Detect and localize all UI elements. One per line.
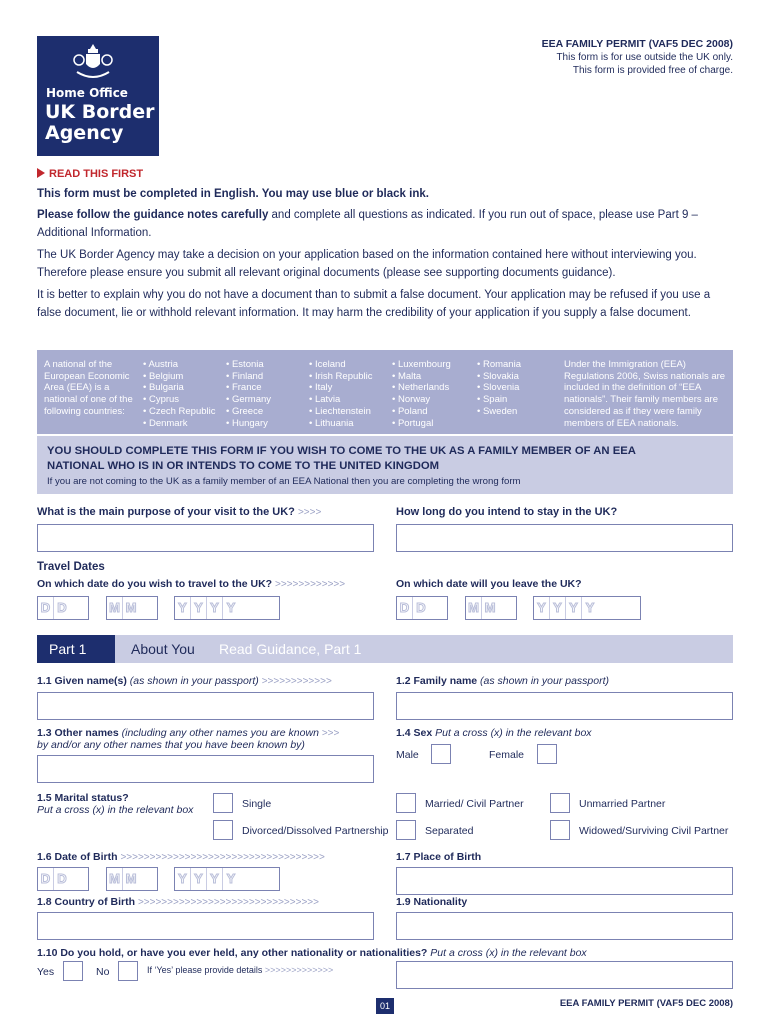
marital-separated-label: Separated xyxy=(425,825,474,837)
marital-single-label: Single xyxy=(242,798,272,810)
arrive-date-label: On which date do you wish to travel to the UK? >>>>>>>>>>>> xyxy=(37,578,346,590)
marital-unmarried-label: Unmarried Partner xyxy=(579,798,666,810)
intro-paragraph-2: Please follow the guidance notes carefully and complete all questions as indicated. If you run out of space, please use Part 9 – Additional Information. xyxy=(37,209,698,239)
banner-line-1: YOU SHOULD COMPLETE THIS FORM IF YOU WISH TO COME TO THE UK AS A FAMILY MEMBER OF AN EEA xyxy=(47,445,636,457)
travel-dates-heading: Travel Dates xyxy=(37,561,105,573)
uk-border-agency-logo xyxy=(37,36,159,156)
place-of-birth-input[interactable] xyxy=(396,867,733,895)
part-1-tag: Part 1 xyxy=(37,635,115,663)
royal-crest-icon xyxy=(71,42,115,80)
marital-separated-checkbox[interactable] xyxy=(396,820,416,840)
page-number: 01 xyxy=(376,998,394,1014)
other-names-input[interactable] xyxy=(37,755,374,783)
banner-subtext: If you are not coming to the UK as a family member of an EEA National then you are completing the wrong form xyxy=(47,476,521,487)
marital-divorced-checkbox[interactable] xyxy=(213,820,233,840)
dob-day-input[interactable]: D D xyxy=(37,867,89,891)
other-nationality-details-label: If ‘Yes’ please provide details >>>>>>>>>>>>> xyxy=(147,965,334,975)
marital-unmarried-checkbox[interactable] xyxy=(550,793,570,813)
sex-female-checkbox[interactable] xyxy=(537,744,557,764)
other-nationality-details-input[interactable] xyxy=(396,961,733,989)
eligibility-banner xyxy=(37,436,733,494)
triangle-arrow-icon xyxy=(37,168,45,178)
place-of-birth-label: 1.7 Place of Birth xyxy=(396,851,482,863)
other-nationality-no-label: No xyxy=(96,966,110,978)
country-of-birth-input[interactable] xyxy=(37,912,374,940)
dob-year-input[interactable]: Y Y Y Y xyxy=(174,867,280,891)
part-1-header xyxy=(37,635,733,663)
arrive-month-input[interactable]: M M xyxy=(106,596,158,620)
logo-org: Home Office xyxy=(46,86,128,100)
family-name-input[interactable] xyxy=(396,692,733,720)
logo-agency: UK Border Agency xyxy=(45,101,155,144)
form-subtitle-2: This form is provided free of charge. xyxy=(572,65,733,76)
arrive-day-input[interactable]: D D xyxy=(37,596,89,620)
leave-date-label: On which date will you leave the UK? xyxy=(396,578,582,590)
eea-intro: A national of the European Economic Area (EEA) is a national of one of the following countries: xyxy=(44,359,133,417)
form-subtitle-1: This form is for use outside the UK only. xyxy=(556,52,733,63)
leave-year-input[interactable]: Y Y Y Y xyxy=(533,596,641,620)
purpose-label: What is the main purpose of your visit to the UK? >>>> xyxy=(37,506,322,518)
eea-column-5: • Romania • Slovakia • Slovenia • Spain • Sweden xyxy=(477,359,521,417)
sex-female-label: Female xyxy=(489,749,525,761)
leave-month-input[interactable]: M M xyxy=(465,596,517,620)
nationality-label: 1.9 Nationality xyxy=(396,896,468,908)
dob-label: 1.6 Date of Birth >>>>>>>>>>>>>>>>>>>>>>>>>>>>>>>>>>> xyxy=(37,851,325,863)
footer-title: EEA FAMILY PERMIT (VAF5 DEC 2008) xyxy=(559,998,733,1009)
eea-swiss-note: Under the Immigration (EEA) Regulations 2006, Swiss nationals are included in the definition of “EEA nationals”. Their family members are considered as if they were family members of EEA nationals. xyxy=(564,359,726,429)
marital-divorced-label: Divorced/Dissolved Partnership xyxy=(242,825,389,837)
given-names-label: 1.1 Given name(s) (as shown in your passport) >>>>>>>>>>>> xyxy=(37,675,332,687)
intro-paragraph-3: The UK Border Agency may take a decision on your application based on the information contained here without interviewing you. Therefore please ensure you submit all relevant original documents (please see supporting documents guidance). xyxy=(37,249,697,279)
intro-paragraph-1: This form must be completed in English. You may use blue or black ink. xyxy=(37,188,429,200)
banner-line-2: NATIONAL WHO IS IN OR INTENDS TO COME TO THE UNITED KINGDOM xyxy=(47,460,440,472)
other-nationality-no-checkbox[interactable] xyxy=(118,961,138,981)
eea-column-1: • Austria • Belgium • Bulgaria • Cyprus • Czech Republic • Denmark xyxy=(143,359,216,429)
arrive-year-input[interactable]: Y Y Y Y xyxy=(174,596,280,620)
marital-widowed-checkbox[interactable] xyxy=(550,820,570,840)
sex-label: 1.4 Sex Put a cross (x) in the relevant box xyxy=(396,727,592,739)
eea-column-2: • Estonia • Finland • France • Germany • Greece • Hungary xyxy=(226,359,272,429)
nationality-input[interactable] xyxy=(396,912,733,940)
marital-widowed-label: Widowed/Surviving Civil Partner xyxy=(579,825,729,837)
marital-status-label: 1.5 Marital status? Put a cross (x) in the relevant box xyxy=(37,792,194,816)
marital-married-checkbox[interactable] xyxy=(396,793,416,813)
eea-countries-box xyxy=(37,350,733,434)
leave-day-input[interactable]: D D xyxy=(396,596,448,620)
other-nationality-label: 1.10 Do you hold, or have you ever held, any other nationality or nationalities? Put a cross (x) in the relevant box xyxy=(37,947,587,959)
other-names-label: 1.3 Other names (including any other names you are known >>> by and/or any other names that you have been known by) xyxy=(37,727,340,751)
purpose-input[interactable] xyxy=(37,524,374,552)
other-nationality-yes-checkbox[interactable] xyxy=(63,961,83,981)
eea-column-4: • Luxembourg • Malta • Netherlands • Norway • Poland • Portugal xyxy=(392,359,451,429)
duration-input[interactable] xyxy=(396,524,733,552)
part-1-title: About You xyxy=(131,641,195,657)
duration-label: How long do you intend to stay in the UK? xyxy=(396,506,618,518)
marital-married-label: Married/ Civil Partner xyxy=(425,798,524,810)
intro-paragraph-4: It is better to explain why you do not have a document than to submit a false document. Your application may be refused if you use a false document, lie or withhold relevant information. It may harm the credibility of your application if you supply a false document. xyxy=(37,289,711,319)
eea-column-3: • Iceland • Irish Republic • Italy • Latvia • Liechtenstein • Lithuania xyxy=(309,359,373,429)
read-first-heading: READ THIS FIRST xyxy=(37,168,143,180)
form-title: EEA FAMILY PERMIT (VAF5 DEC 2008) xyxy=(541,38,733,50)
country-of-birth-label: 1.8 Country of Birth >>>>>>>>>>>>>>>>>>>>>>>>>>>>>>> xyxy=(37,896,319,908)
sex-male-label: Male xyxy=(396,749,419,761)
marital-single-checkbox[interactable] xyxy=(213,793,233,813)
part-1-guidance: Read Guidance, Part 1 xyxy=(219,641,362,657)
other-nationality-yes-label: Yes xyxy=(37,966,55,978)
dob-month-input[interactable]: M M xyxy=(106,867,158,891)
sex-male-checkbox[interactable] xyxy=(431,744,451,764)
family-name-label: 1.2 Family name (as shown in your passport) xyxy=(396,675,610,687)
form-header xyxy=(542,38,733,77)
given-names-input[interactable] xyxy=(37,692,374,720)
